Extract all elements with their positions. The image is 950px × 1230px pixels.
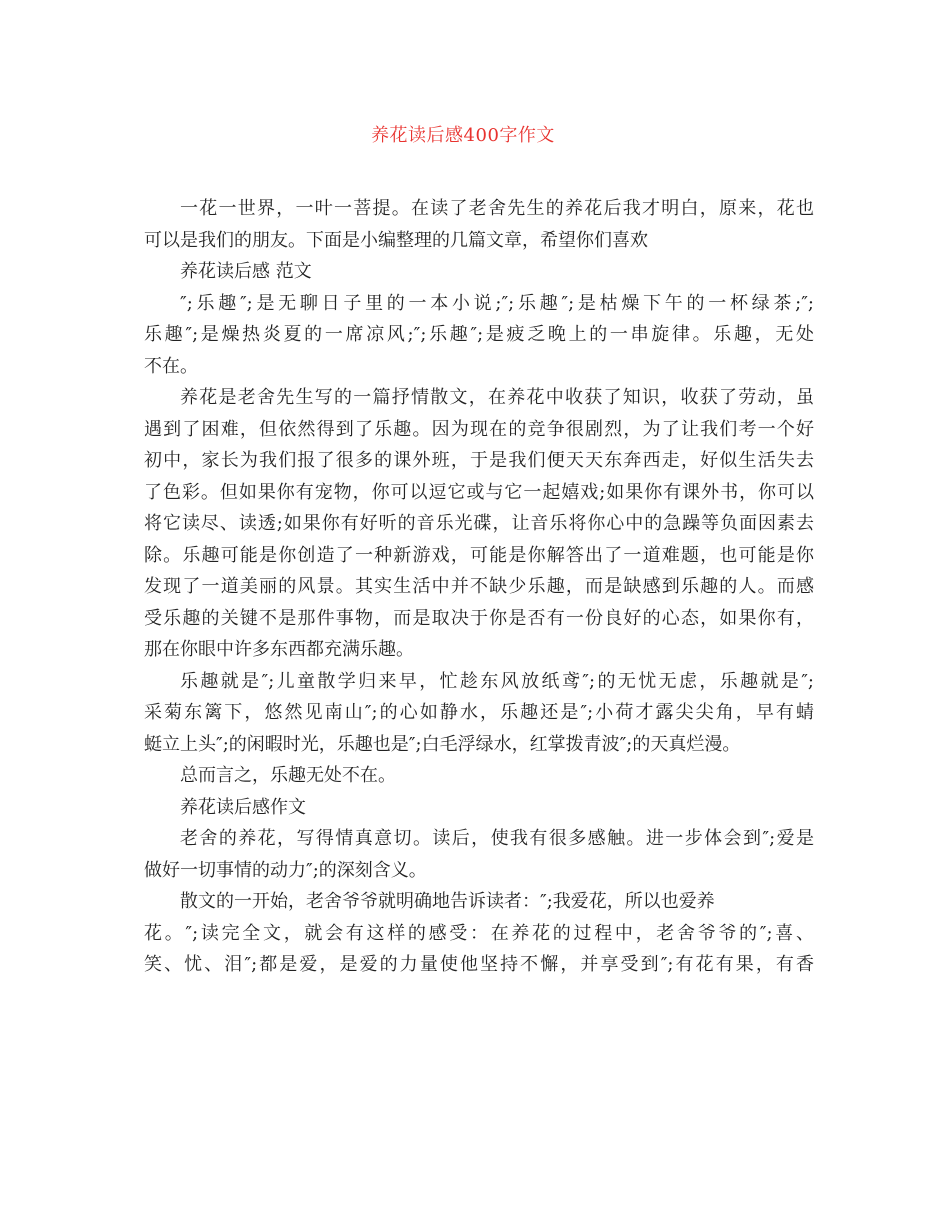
document-body: [144, 193, 814, 981]
body-line: 养花是老舍先生写的一篇抒情散文，在养花中收获了知识，收获了劳动，虽: [180, 387, 814, 408]
body-line: 一花一世界，一叶一菩提。在读了老舍先生的养花后我才明白，原来，花也: [180, 198, 814, 219]
body-line: 花。″;读完全文，就会有这样的感受：在养花的过程中，老舍爷爷的″;喜、: [144, 922, 814, 944]
body-line: 总而言之，乐趣无处不在。: [180, 765, 396, 786]
body-line: 发现了一道美丽的风景。其实生活中并不缺少乐趣，而是缺感到乐趣的人。而感: [144, 576, 814, 597]
body-line: 将它读尽、读透;如果你有好听的音乐光碟，让音乐将你心中的急躁等负面因素去: [144, 513, 814, 534]
body-line: 乐趣就是″;儿童散学归来早，忙趁东风放纸鸢″;的无忧无虑，乐趣就是″;: [180, 670, 814, 692]
body-line: 散文的一开始，老舍爷爷就明确地告诉读者：″;我爱花，所以也爱养: [180, 891, 715, 912]
body-line: 蜓立上头″;的闲暇时光，乐趣也是″;白毛浮绿水，红掌拨青波″;的天真烂漫。: [144, 733, 741, 755]
body-line: 除。乐趣可能是你创造了一种新游戏，可能是你解答出了一道难题，也可能是你: [144, 544, 814, 566]
body-line: 采菊东篱下，悠然见南山″;的心如静水，乐趣还是″;小荷才露尖尖角，早有蜻: [144, 702, 814, 723]
body-line: 受乐趣的关键不是那件事物，而是取决于你是否有一份良好的心态，如果你有，: [144, 607, 814, 629]
body-line: 做好一切事情的动力″;的深刻含义。: [144, 859, 427, 881]
body-line: 不在。: [144, 355, 198, 377]
body-line: 了色彩。但如果你有宠物，你可以逗它或与它一起嬉戏;如果你有课外书，你可以: [144, 481, 814, 503]
body-line: 遇到了困难，但依然得到了乐趣。因为现在的竞争很剧烈，为了让我们考一个好: [144, 418, 814, 440]
body-line: ″;乐趣″;是无聊日子里的一本小说;″;乐趣″;是枯燥下午的一杯绿茶;″;: [180, 292, 814, 314]
document-title: 养花读后感400字作文: [371, 125, 555, 146]
body-line: 老舍的养花，写得情真意切。读后，使我有很多感触。进一步体会到″;爱是: [180, 828, 814, 849]
body-line: 养花读后感 范文: [180, 261, 312, 282]
body-line: 初中，家长为我们报了很多的课外班，于是我们便天天东奔西走，好似生活失去: [144, 450, 814, 471]
body-line: 可以是我们的朋友。下面是小编整理的几篇文章，希望你们喜欢: [144, 229, 648, 251]
body-line: 那在你眼中许多东西都充满乐趣。: [144, 639, 414, 660]
body-line: 乐趣″;是燥热炎夏的一席凉风;″;乐趣″;是疲乏晚上的一串旋律。乐趣，无处: [144, 324, 814, 345]
body-line: 养花读后感作文: [180, 796, 306, 818]
body-line: 笑、忧、泪″;都是爱，是爱的力量使他坚持不懈，并享受到″;有花有果，有香: [144, 954, 814, 975]
